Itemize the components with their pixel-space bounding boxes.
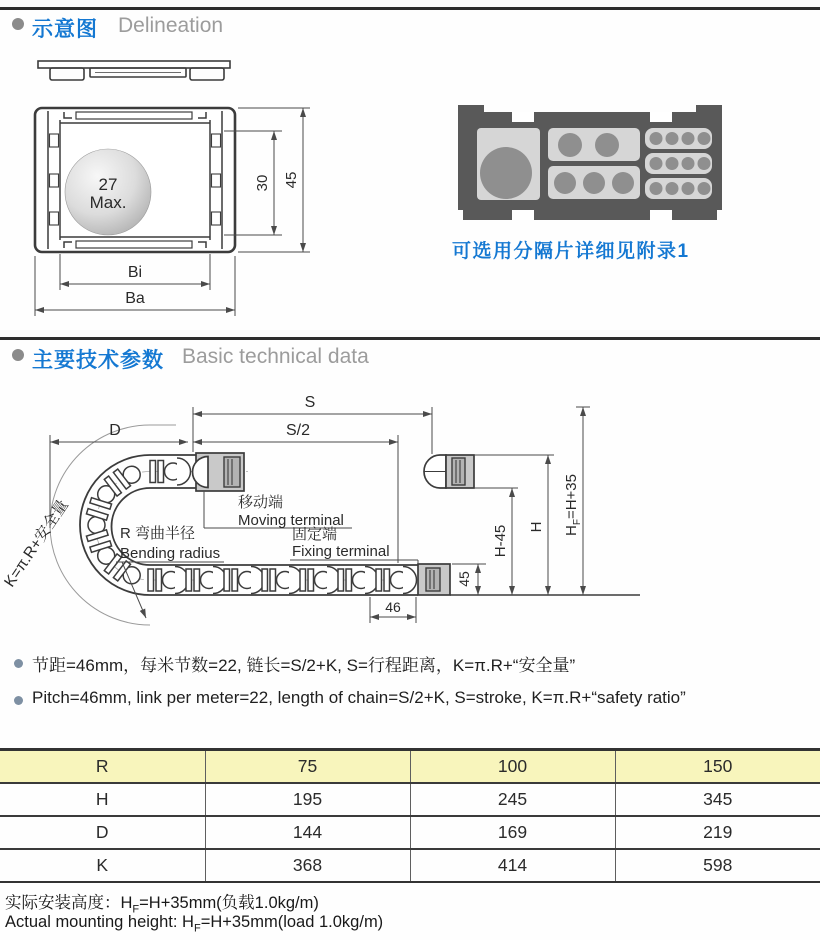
section2-rule — [0, 337, 820, 340]
k-formula-label: K=π.R+安全量 — [1, 496, 72, 591]
separator-option-drawing — [448, 82, 768, 232]
cell-h-label: H — [0, 783, 205, 816]
cell-k-100: 414 — [410, 849, 615, 882]
note-en: Pitch=46mm, link per meter=22, length of chain=S/2+K, S=stroke, K=π.R+“safety ratio” — [32, 688, 686, 707]
dim-h45-label: H-45 — [492, 524, 509, 558]
moving-terminal-en: Moving terminal — [238, 512, 344, 529]
footer-en-prefix: Actual mounting height: H — [5, 913, 194, 931]
cell-h-75: 195 — [205, 783, 410, 816]
cell-k-75: 368 — [205, 849, 410, 882]
cross-section-drawing — [10, 44, 350, 324]
dim-h-label: H — [528, 521, 545, 533]
header-cell-75: 75 — [205, 750, 410, 784]
header-cell-150: 150 — [615, 750, 820, 784]
mounted-terminal-side-view — [424, 455, 474, 488]
fixing-terminal-block — [418, 564, 450, 595]
cell-d-label: D — [0, 816, 205, 849]
cell-d-150: 219 — [615, 816, 820, 849]
bending-radius-zh: R 弯曲半径 — [120, 525, 196, 542]
bending-radius-en: Bending radius — [120, 545, 221, 562]
large-cable-circle — [480, 147, 532, 199]
separator-caption: 可选用分隔片详细见附录1 — [452, 241, 690, 262]
dim-ba-label: Ba — [125, 290, 145, 307]
dim-d-label: D — [109, 422, 121, 439]
bending-diagram — [0, 380, 820, 648]
footer-zh — [5, 889, 319, 915]
footer-en — [5, 913, 383, 934]
note1-bullet-icon — [14, 659, 23, 668]
spec-table — [0, 748, 820, 883]
table-header-row — [0, 750, 820, 784]
footer-zh-prefix: 实际安装高度：H — [5, 894, 133, 912]
cell-k-150: 598 — [615, 849, 820, 882]
header-cell-100: 100 — [410, 750, 615, 784]
dim-hf-label: $H_F=H+35$ — [563, 474, 583, 536]
moving-terminal-zh: 移动端 — [238, 494, 284, 511]
dim-30-label: 30 — [254, 174, 271, 192]
ball-diameter-label: 27 — [98, 175, 118, 194]
header-cell-r: R — [0, 750, 205, 784]
dim-45-label: 45 — [456, 571, 472, 587]
footer-en-rest: =H+35mm(load 1.0kg/m) — [200, 913, 384, 931]
dim-bi-label: Bi — [127, 264, 143, 281]
section1-bullet-icon — [12, 18, 24, 30]
section2-bullet-icon — [12, 349, 24, 361]
cell-d-75: 144 — [205, 816, 410, 849]
ball-max-label: Max. — [89, 193, 127, 212]
section1-title-en: Delineation — [118, 14, 224, 37]
moving-terminal-block — [193, 453, 244, 491]
note2-bullet-icon — [14, 696, 23, 705]
dim-46-label: 46 — [385, 599, 401, 615]
table-row-h — [0, 783, 820, 816]
fixing-terminal-label — [290, 560, 418, 564]
cell-k-label: K — [0, 849, 205, 882]
lid-profile — [38, 61, 230, 80]
section1-title-zh: 示意图 — [32, 18, 98, 41]
dim-s-label: S — [304, 394, 316, 411]
fixing-terminal-en: Fixing terminal — [292, 543, 390, 560]
note-zh: 节距=46mm，每米节数=22, 链长=S/2+K, S=行程距离，K=π.R+“安全量” — [32, 656, 576, 675]
section2-title-zh: 主要技术参数 — [32, 349, 164, 372]
section1-rule — [0, 7, 820, 10]
cell-h-100: 245 — [410, 783, 615, 816]
section2-title-en: Basic technical data — [182, 345, 369, 368]
cell-h-150: 345 — [615, 783, 820, 816]
footer-zh-sub: F — [132, 903, 140, 916]
dim-45-label: 45 — [283, 171, 300, 189]
table-row-d — [0, 816, 820, 849]
dim-s2-label: S/2 — [285, 422, 311, 439]
table-row-k — [0, 849, 820, 882]
footer-zh-rest: =H+35mm(负载1.0kg/m) — [139, 894, 319, 912]
cell-d-100: 169 — [410, 816, 615, 849]
footer-en-sub: F — [193, 922, 201, 935]
fixing-terminal-zh: 固定端 — [292, 526, 338, 543]
